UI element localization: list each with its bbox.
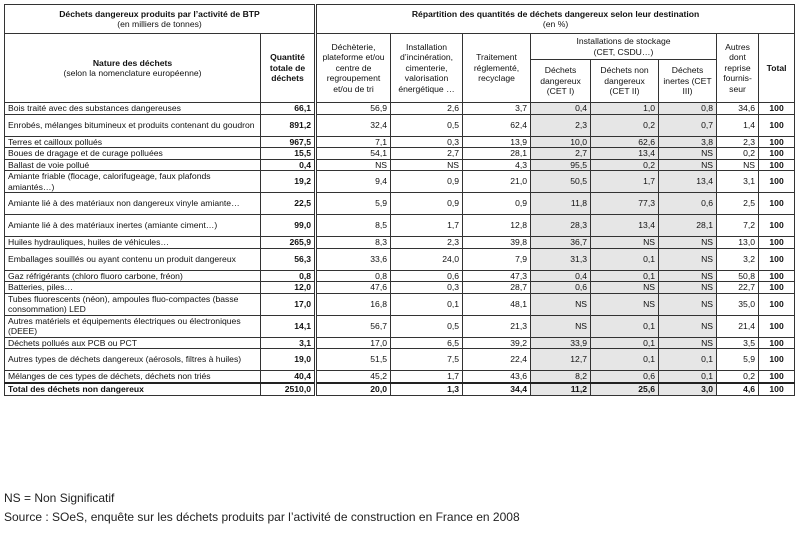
row-percent: 21,3 — [463, 315, 531, 337]
row-total: 100 — [759, 383, 795, 396]
row-percent: 0,9 — [391, 171, 463, 193]
row-percent: 0,6 — [531, 282, 591, 294]
row-percent: 7,9 — [463, 248, 531, 270]
table-row — [5, 171, 795, 193]
row-name: Total des déchets non dangereux — [5, 383, 261, 396]
row-percent: 0,4 — [531, 103, 591, 115]
row-percent: 21,0 — [463, 171, 531, 193]
row-percent: NS — [316, 159, 391, 171]
source-note: Source : SOeS, enquête sur les déchets produits par l’activité de construction en France en 2008 — [4, 510, 520, 524]
row-percent: 22,4 — [463, 349, 531, 371]
row-percent: 95,5 — [531, 159, 591, 171]
row-quantity: 967,5 — [261, 136, 316, 148]
row-percent: NS — [391, 159, 463, 171]
row-total: 100 — [759, 114, 795, 136]
row-percent: 0,5 — [391, 315, 463, 337]
row-quantity: 19,2 — [261, 171, 316, 193]
row-percent: 0,5 — [391, 114, 463, 136]
row-percent: NS — [531, 293, 591, 315]
row-percent: 21,4 — [717, 315, 759, 337]
row-percent: 0,1 — [591, 349, 659, 371]
row-quantity: 40,4 — [261, 371, 316, 383]
row-name: Emballages souillés ou ayant contenu un produit dangereux — [5, 248, 261, 270]
row-percent: 2,6 — [391, 103, 463, 115]
row-percent: 16,8 — [316, 293, 391, 315]
qty-header: Quantité totale de déchets — [261, 34, 316, 103]
table-row — [5, 237, 795, 249]
row-total: 100 — [759, 371, 795, 383]
table-row — [5, 159, 795, 171]
row-percent: 13,4 — [591, 148, 659, 160]
row-percent: 0,8 — [659, 103, 717, 115]
left-header-title: Déchets dangereux produits par l’activité de BTP — [59, 8, 260, 19]
row-percent: 0,1 — [659, 371, 717, 383]
row-percent: 35,0 — [717, 293, 759, 315]
row-percent: 0,7 — [659, 114, 717, 136]
table-row — [5, 337, 795, 349]
row-percent: 28,7 — [463, 282, 531, 294]
right-header — [316, 5, 795, 34]
row-percent: 1,0 — [591, 103, 659, 115]
row-percent: 22,7 — [717, 282, 759, 294]
row-percent: 13,4 — [659, 171, 717, 193]
row-percent: 0,3 — [391, 282, 463, 294]
row-quantity: 0,4 — [261, 159, 316, 171]
row-percent: 12,7 — [531, 349, 591, 371]
nature-header — [5, 34, 261, 103]
cet1-header: Déchets dangereux (CET I) — [531, 60, 591, 103]
row-percent: 62,6 — [591, 136, 659, 148]
row-percent: NS — [659, 337, 717, 349]
row-quantity: 14,1 — [261, 315, 316, 337]
row-percent: 39,8 — [463, 237, 531, 249]
row-percent: NS — [659, 315, 717, 337]
row-percent: 13,9 — [463, 136, 531, 148]
footnotes — [4, 489, 520, 527]
row-percent: 25,6 — [591, 383, 659, 396]
row-percent: 45,2 — [316, 371, 391, 383]
row-percent: 2,7 — [391, 148, 463, 160]
row-percent: 43,6 — [463, 371, 531, 383]
row-percent: 3,5 — [717, 337, 759, 349]
row-percent: 8,3 — [316, 237, 391, 249]
row-name: Gaz réfrigérants (chloro fluoro carbone, fréon) — [5, 270, 261, 282]
row-quantity: 99,0 — [261, 215, 316, 237]
row-quantity: 265,9 — [261, 237, 316, 249]
row-total: 100 — [759, 337, 795, 349]
row-percent: 1,4 — [717, 114, 759, 136]
stockage-group-sub: (CET, CSDU…) — [593, 46, 654, 57]
right-header-unit: (en %) — [542, 19, 569, 29]
table-row — [5, 371, 795, 383]
row-percent: 0,6 — [591, 371, 659, 383]
row-name: Ballast de voie pollué — [5, 159, 261, 171]
row-percent: 56,7 — [316, 315, 391, 337]
row-percent: 12,8 — [463, 215, 531, 237]
row-percent: 0,2 — [591, 159, 659, 171]
row-percent: 7,5 — [391, 349, 463, 371]
row-percent: 31,3 — [531, 248, 591, 270]
row-percent: 56,9 — [316, 103, 391, 115]
row-percent: NS — [717, 159, 759, 171]
row-quantity: 19,0 — [261, 349, 316, 371]
row-total: 100 — [759, 171, 795, 193]
row-percent: 28,1 — [659, 215, 717, 237]
row-percent: 0,4 — [531, 270, 591, 282]
row-total: 100 — [759, 159, 795, 171]
row-percent: 33,6 — [316, 248, 391, 270]
table-row — [5, 136, 795, 148]
row-total: 100 — [759, 282, 795, 294]
row-quantity: 22,5 — [261, 193, 316, 215]
row-percent: 11,2 — [531, 383, 591, 396]
row-percent: 7,1 — [316, 136, 391, 148]
table-row — [5, 148, 795, 160]
row-name: Autres types de déchets dangereux (aérosols, filtres à huiles) — [5, 349, 261, 371]
row-percent: 7,2 — [717, 215, 759, 237]
ns-note: NS = Non Significatif — [4, 491, 115, 505]
row-name: Terres et cailloux pollués — [5, 136, 261, 148]
right-header-title: Répartition des quantités de déchets dangereux selon leur destination — [411, 8, 700, 19]
table-body — [5, 103, 795, 396]
incineration-header: Installation d’incinération, cimenterie, valorisation énergétique … — [391, 34, 463, 103]
row-quantity: 56,3 — [261, 248, 316, 270]
row-percent: 0,9 — [463, 193, 531, 215]
nature-header-title: Nature des déchets — [92, 57, 173, 68]
table-row — [5, 293, 795, 315]
row-total: 100 — [759, 103, 795, 115]
row-name: Amiante friable (flocage, calorifugeage, faux plafonds amiantés…) — [5, 171, 261, 193]
header-row-1 — [5, 5, 795, 34]
row-percent: 11,8 — [531, 193, 591, 215]
row-percent: NS — [659, 270, 717, 282]
row-percent: NS — [591, 237, 659, 249]
row-percent: 36,7 — [531, 237, 591, 249]
row-percent: NS — [591, 293, 659, 315]
row-percent: 28,3 — [531, 215, 591, 237]
row-percent: 8,5 — [316, 215, 391, 237]
row-percent: NS — [659, 148, 717, 160]
row-percent: 54,1 — [316, 148, 391, 160]
table-row — [5, 215, 795, 237]
row-total: 100 — [759, 148, 795, 160]
row-name: Amiante lié à des matériaux inertes (amiante ciment…) — [5, 215, 261, 237]
cet2-header: Déchets non dangereux (CET II) — [591, 60, 659, 103]
row-percent: 47,3 — [463, 270, 531, 282]
row-percent: 3,2 — [717, 248, 759, 270]
table-row — [5, 282, 795, 294]
left-header-unit: (en milliers de tonnes) — [117, 19, 202, 29]
row-percent: 2,5 — [717, 193, 759, 215]
row-percent: 17,0 — [316, 337, 391, 349]
row-name: Autres matériels et équipements électriques ou électroniques (DEEE) — [5, 315, 261, 337]
row-percent: 0,2 — [717, 371, 759, 383]
row-percent: 77,3 — [591, 193, 659, 215]
total-header: Total — [759, 34, 795, 103]
table-row — [5, 103, 795, 115]
nature-header-sub: (selon la nomenclature européenne) — [63, 68, 202, 78]
row-percent: 50,8 — [717, 270, 759, 282]
row-total: 100 — [759, 270, 795, 282]
row-percent: NS — [659, 293, 717, 315]
row-quantity: 12,0 — [261, 282, 316, 294]
row-percent: 2,3 — [531, 114, 591, 136]
row-name: Déchets pollués aux PCB ou PCT — [5, 337, 261, 349]
row-percent: NS — [659, 237, 717, 249]
row-percent: 1,7 — [391, 371, 463, 383]
row-total: 100 — [759, 193, 795, 215]
row-percent: 10,0 — [531, 136, 591, 148]
row-percent: 0,6 — [391, 270, 463, 282]
row-percent: 47,6 — [316, 282, 391, 294]
row-percent: 1,7 — [591, 171, 659, 193]
row-percent: 13,4 — [591, 215, 659, 237]
row-total: 100 — [759, 349, 795, 371]
row-percent: 1,3 — [391, 383, 463, 396]
row-name: Batteries, piles… — [5, 282, 261, 294]
row-quantity: 66,1 — [261, 103, 316, 115]
row-percent: 0,1 — [591, 270, 659, 282]
row-percent: 3,0 — [659, 383, 717, 396]
row-total: 100 — [759, 237, 795, 249]
decheterie-header: Déchèterie, plateforme et/ou centre de regroupement et/ou de tri — [316, 34, 391, 103]
row-percent: 34,6 — [717, 103, 759, 115]
row-percent: 20,0 — [316, 383, 391, 396]
row-total: 100 — [759, 315, 795, 337]
row-percent: 0,2 — [717, 148, 759, 160]
row-percent: 48,1 — [463, 293, 531, 315]
row-percent: 3,1 — [717, 171, 759, 193]
row-percent: 2,3 — [717, 136, 759, 148]
row-percent: 2,7 — [531, 148, 591, 160]
row-percent: 0,2 — [591, 114, 659, 136]
stockage-group-header — [531, 34, 717, 60]
row-percent: 5,9 — [316, 193, 391, 215]
row-name: Tubes fluorescents (néon), ampoules fluo-compactes (basse consommation) LED — [5, 293, 261, 315]
header-row-2 — [5, 34, 795, 60]
row-total: 100 — [759, 293, 795, 315]
row-name: Huiles hydrauliques, huiles de véhicules… — [5, 237, 261, 249]
hazardous-waste-table — [4, 4, 795, 396]
row-percent: 0,1 — [591, 337, 659, 349]
row-percent: 50,5 — [531, 171, 591, 193]
row-percent: 4,6 — [717, 383, 759, 396]
row-percent: 0,6 — [659, 193, 717, 215]
row-name: Enrobés, mélanges bitumineux et produits contenant du goudron — [5, 114, 261, 136]
row-percent: 3,8 — [659, 136, 717, 148]
row-percent: 13,0 — [717, 237, 759, 249]
row-percent: 0,1 — [591, 315, 659, 337]
row-percent: 28,1 — [463, 148, 531, 160]
row-percent: 3,7 — [463, 103, 531, 115]
table-row — [5, 315, 795, 337]
row-percent: 8,2 — [531, 371, 591, 383]
row-percent: NS — [659, 159, 717, 171]
row-percent: 39,2 — [463, 337, 531, 349]
left-header — [5, 5, 316, 34]
row-total: 100 — [759, 248, 795, 270]
total-row — [5, 383, 795, 396]
table-row — [5, 114, 795, 136]
row-quantity: 3,1 — [261, 337, 316, 349]
row-name: Boues de dragage et de curage polluées — [5, 148, 261, 160]
row-name: Mélanges de ces types de déchets, déchets non triés — [5, 371, 261, 383]
row-percent: 4,3 — [463, 159, 531, 171]
row-total: 100 — [759, 136, 795, 148]
row-quantity: 0,8 — [261, 270, 316, 282]
table-row — [5, 248, 795, 270]
row-percent: 6,5 — [391, 337, 463, 349]
cet3-header: Déchets inertes (CET III) — [659, 60, 717, 103]
row-name: Bois traité avec des substances dangereuses — [5, 103, 261, 115]
row-quantity: 891,2 — [261, 114, 316, 136]
table-row — [5, 270, 795, 282]
table-row — [5, 349, 795, 371]
row-percent: 5,9 — [717, 349, 759, 371]
row-percent: 34,4 — [463, 383, 531, 396]
row-percent: 32,4 — [316, 114, 391, 136]
row-percent: NS — [591, 282, 659, 294]
row-percent: 0,8 — [316, 270, 391, 282]
row-percent: 0,1 — [391, 293, 463, 315]
row-percent: 0,9 — [391, 193, 463, 215]
row-percent: 51,5 — [316, 349, 391, 371]
row-percent: NS — [659, 282, 717, 294]
autres-header: Autres dont reprise fournis-seur — [717, 34, 759, 103]
waste-table-container — [4, 4, 796, 396]
row-percent: 9,4 — [316, 171, 391, 193]
row-name: Amiante lié à des matériaux non dangereux vinyle amiante… — [5, 193, 261, 215]
table-row — [5, 193, 795, 215]
row-percent: 0,3 — [391, 136, 463, 148]
stockage-group-title: Installations de stockage — [576, 36, 671, 47]
traitement-header: Traitement réglementé, recyclage — [463, 34, 531, 103]
row-percent: NS — [659, 248, 717, 270]
row-quantity: 2510,0 — [261, 383, 316, 396]
row-percent: 33,9 — [531, 337, 591, 349]
row-percent: 2,3 — [391, 237, 463, 249]
row-percent: NS — [531, 315, 591, 337]
row-percent: 62,4 — [463, 114, 531, 136]
row-percent: 1,7 — [391, 215, 463, 237]
row-quantity: 17,0 — [261, 293, 316, 315]
row-percent: 24,0 — [391, 248, 463, 270]
row-quantity: 15,5 — [261, 148, 316, 160]
row-total: 100 — [759, 215, 795, 237]
row-percent: 0,1 — [591, 248, 659, 270]
row-percent: 0,1 — [659, 349, 717, 371]
